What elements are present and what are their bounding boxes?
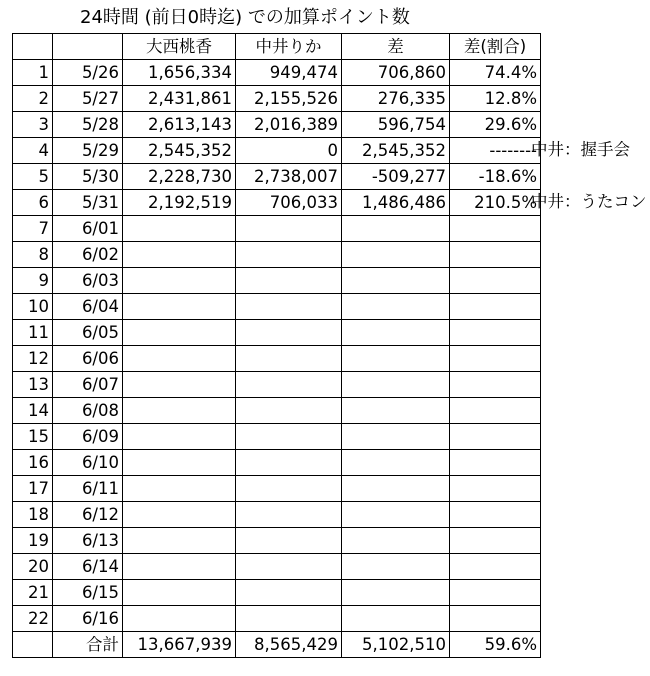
onishi-points-cell[interactable] bbox=[123, 502, 236, 528]
diff-cell[interactable]: 276,335 bbox=[342, 86, 450, 112]
row-number-cell[interactable]: 16 bbox=[13, 450, 53, 476]
onishi-points-cell[interactable] bbox=[123, 346, 236, 372]
diff-cell[interactable]: 706,860 bbox=[342, 60, 450, 86]
row-number-cell[interactable]: 14 bbox=[13, 398, 53, 424]
table-row bbox=[13, 476, 541, 502]
row-number-cell[interactable]: 8 bbox=[13, 242, 53, 268]
onishi-points-cell[interactable] bbox=[123, 424, 236, 450]
nakai-points-cell[interactable] bbox=[236, 580, 342, 606]
nakai-points-cell[interactable] bbox=[236, 268, 342, 294]
side-note: 中井：握手会 bbox=[531, 140, 630, 159]
ratio-cell[interactable] bbox=[450, 554, 541, 580]
row-number-cell[interactable]: 21 bbox=[13, 580, 53, 606]
diff-cell[interactable]: -509,277 bbox=[342, 164, 450, 190]
onishi-points-cell[interactable] bbox=[123, 216, 236, 242]
row-number-cell[interactable]: 12 bbox=[13, 346, 53, 372]
table-row bbox=[13, 138, 541, 164]
date-cell[interactable]: 6/06 bbox=[53, 346, 123, 372]
table-row bbox=[13, 502, 541, 528]
onishi-points-cell[interactable] bbox=[123, 476, 236, 502]
nakai-points-cell[interactable] bbox=[236, 450, 342, 476]
date-cell[interactable]: 6/01 bbox=[53, 216, 123, 242]
nakai-points-cell[interactable] bbox=[236, 398, 342, 424]
onishi-points-cell[interactable] bbox=[123, 294, 236, 320]
diff-cell[interactable]: 2,545,352 bbox=[342, 138, 450, 164]
row-number-cell[interactable]: 13 bbox=[13, 372, 53, 398]
diff-cell[interactable] bbox=[342, 424, 450, 450]
row-number-cell[interactable]: 19 bbox=[13, 528, 53, 554]
ratio-cell[interactable]: 29.6% bbox=[450, 112, 541, 138]
nakai-points-cell[interactable]: 2,738,007 bbox=[236, 164, 342, 190]
ratio-cell[interactable] bbox=[450, 502, 541, 528]
table-row bbox=[13, 528, 541, 554]
diff-cell[interactable] bbox=[342, 320, 450, 346]
date-cell[interactable]: 6/11 bbox=[53, 476, 123, 502]
row-number-cell[interactable]: 22 bbox=[13, 606, 53, 632]
table-row bbox=[13, 320, 541, 346]
diff-cell[interactable] bbox=[342, 528, 450, 554]
nakai-points-cell[interactable]: 2,016,389 bbox=[236, 112, 342, 138]
total-nakai-cell[interactable]: 8,565,429 bbox=[236, 632, 342, 658]
date-cell[interactable]: 6/14 bbox=[53, 554, 123, 580]
diff-cell[interactable] bbox=[342, 372, 450, 398]
onishi-points-cell[interactable]: 2,545,352 bbox=[123, 138, 236, 164]
nakai-points-cell[interactable]: 2,155,526 bbox=[236, 86, 342, 112]
row-number-cell[interactable]: 6 bbox=[13, 190, 53, 216]
onishi-points-cell[interactable] bbox=[123, 398, 236, 424]
nakai-points-cell[interactable] bbox=[236, 294, 342, 320]
diff-cell[interactable] bbox=[342, 242, 450, 268]
table-row bbox=[13, 216, 541, 242]
row-number-cell[interactable]: 4 bbox=[13, 138, 53, 164]
header-row bbox=[13, 34, 541, 60]
date-cell[interactable]: 6/09 bbox=[53, 424, 123, 450]
row-number-cell[interactable]: 20 bbox=[13, 554, 53, 580]
row-number-cell[interactable]: 17 bbox=[13, 476, 53, 502]
date-cell[interactable]: 6/08 bbox=[53, 398, 123, 424]
total-label-cell[interactable]: 合計 bbox=[53, 632, 123, 658]
ratio-cell[interactable] bbox=[450, 242, 541, 268]
total-row bbox=[13, 632, 541, 658]
row-number-cell[interactable]: 2 bbox=[13, 86, 53, 112]
onishi-points-cell[interactable]: 2,192,519 bbox=[123, 190, 236, 216]
table-row bbox=[13, 372, 541, 398]
diff-cell[interactable] bbox=[342, 580, 450, 606]
table-row bbox=[13, 190, 541, 216]
total-ratio-cell[interactable]: 59.6% bbox=[450, 632, 541, 658]
row-number-cell[interactable]: 7 bbox=[13, 216, 53, 242]
nakai-points-cell[interactable] bbox=[236, 346, 342, 372]
onishi-points-cell[interactable]: 2,431,861 bbox=[123, 86, 236, 112]
row-number-cell[interactable]: 5 bbox=[13, 164, 53, 190]
onishi-points-cell[interactable]: 1,656,334 bbox=[123, 60, 236, 86]
nakai-points-cell[interactable]: 949,474 bbox=[236, 60, 342, 86]
nakai-points-cell[interactable] bbox=[236, 242, 342, 268]
onishi-points-cell[interactable] bbox=[123, 372, 236, 398]
onishi-points-cell[interactable]: 2,228,730 bbox=[123, 164, 236, 190]
onishi-points-cell[interactable] bbox=[123, 320, 236, 346]
diff-cell[interactable] bbox=[342, 476, 450, 502]
diff-cell[interactable] bbox=[342, 606, 450, 632]
diff-cell[interactable] bbox=[342, 216, 450, 242]
onishi-points-cell[interactable] bbox=[123, 450, 236, 476]
row-number-cell[interactable]: 18 bbox=[13, 502, 53, 528]
side-note: 中井：うたコン bbox=[531, 192, 647, 211]
onishi-points-cell[interactable] bbox=[123, 580, 236, 606]
nakai-points-cell[interactable] bbox=[236, 372, 342, 398]
row-number-cell[interactable]: 15 bbox=[13, 424, 53, 450]
ratio-cell[interactable] bbox=[450, 294, 541, 320]
ratio-cell[interactable] bbox=[450, 476, 541, 502]
table-row bbox=[13, 268, 541, 294]
date-cell[interactable]: 6/10 bbox=[53, 450, 123, 476]
date-cell[interactable]: 6/13 bbox=[53, 528, 123, 554]
row-number-cell[interactable]: 11 bbox=[13, 320, 53, 346]
diff-cell[interactable] bbox=[342, 502, 450, 528]
ratio-cell[interactable]: 210.5% bbox=[450, 190, 541, 216]
table-row bbox=[13, 554, 541, 580]
onishi-points-cell[interactable] bbox=[123, 554, 236, 580]
total-diff-cell[interactable]: 5,102,510 bbox=[342, 632, 450, 658]
ratio-cell[interactable] bbox=[450, 528, 541, 554]
row-number-cell[interactable]: 10 bbox=[13, 294, 53, 320]
date-cell[interactable]: 5/26 bbox=[53, 60, 123, 86]
date-cell[interactable]: 5/30 bbox=[53, 164, 123, 190]
nakai-points-cell[interactable] bbox=[236, 502, 342, 528]
ratio-cell[interactable]: 12.8% bbox=[450, 86, 541, 112]
header-cell-no[interactable] bbox=[13, 34, 53, 60]
ratio-cell[interactable] bbox=[450, 398, 541, 424]
table-row bbox=[13, 112, 541, 138]
nakai-points-cell[interactable] bbox=[236, 606, 342, 632]
onishi-points-cell[interactable] bbox=[123, 528, 236, 554]
date-cell[interactable]: 5/31 bbox=[53, 190, 123, 216]
ratio-cell[interactable] bbox=[450, 268, 541, 294]
nakai-points-cell[interactable] bbox=[236, 216, 342, 242]
header-cell-onishi-momoka[interactable]: 大西桃香 bbox=[123, 34, 236, 60]
date-cell[interactable]: 6/16 bbox=[53, 606, 123, 632]
ratio-cell[interactable]: -18.6% bbox=[450, 164, 541, 190]
date-cell[interactable]: 6/04 bbox=[53, 294, 123, 320]
ratio-cell[interactable] bbox=[450, 606, 541, 632]
header-cell-diff[interactable]: 差 bbox=[342, 34, 450, 60]
row-number-cell[interactable]: 9 bbox=[13, 268, 53, 294]
date-cell[interactable]: 6/07 bbox=[53, 372, 123, 398]
ratio-cell[interactable] bbox=[450, 372, 541, 398]
nakai-points-cell[interactable]: 706,033 bbox=[236, 190, 342, 216]
table-row bbox=[13, 294, 541, 320]
nakai-points-cell[interactable] bbox=[236, 528, 342, 554]
table-row bbox=[13, 606, 541, 632]
diff-cell[interactable] bbox=[342, 268, 450, 294]
header-cell-diff-ratio[interactable]: 差(割合) bbox=[450, 34, 541, 60]
onishi-points-cell[interactable] bbox=[123, 268, 236, 294]
diff-cell[interactable]: 1,486,486 bbox=[342, 190, 450, 216]
onishi-points-cell[interactable]: 2,613,143 bbox=[123, 112, 236, 138]
date-cell[interactable]: 6/02 bbox=[53, 242, 123, 268]
table-row bbox=[13, 242, 541, 268]
ratio-cell[interactable]: -------- bbox=[450, 138, 541, 164]
diff-cell[interactable] bbox=[342, 346, 450, 372]
sheet-title: 24時間 (前日0時迄) での加算ポイント数 bbox=[80, 7, 410, 28]
nakai-points-cell[interactable]: 0 bbox=[236, 138, 342, 164]
nakai-points-cell[interactable] bbox=[236, 320, 342, 346]
diff-cell[interactable] bbox=[342, 398, 450, 424]
onishi-points-cell[interactable] bbox=[123, 606, 236, 632]
ratio-cell[interactable] bbox=[450, 580, 541, 606]
date-cell[interactable]: 6/12 bbox=[53, 502, 123, 528]
table-row bbox=[13, 580, 541, 606]
points-table-body bbox=[13, 34, 541, 658]
header-cell-date[interactable] bbox=[53, 34, 123, 60]
nakai-points-cell[interactable] bbox=[236, 424, 342, 450]
ratio-cell[interactable] bbox=[450, 320, 541, 346]
nakai-points-cell[interactable] bbox=[236, 476, 342, 502]
diff-cell[interactable] bbox=[342, 450, 450, 476]
table-row bbox=[13, 60, 541, 86]
points-table bbox=[12, 33, 541, 658]
date-cell[interactable]: 6/03 bbox=[53, 268, 123, 294]
diff-cell[interactable] bbox=[342, 554, 450, 580]
nakai-points-cell[interactable] bbox=[236, 554, 342, 580]
table-row bbox=[13, 346, 541, 372]
total-onishi-cell[interactable]: 13,667,939 bbox=[123, 632, 236, 658]
table-row bbox=[13, 450, 541, 476]
date-cell[interactable]: 5/29 bbox=[53, 138, 123, 164]
diff-cell[interactable] bbox=[342, 294, 450, 320]
ratio-cell[interactable] bbox=[450, 450, 541, 476]
date-cell[interactable]: 5/27 bbox=[53, 86, 123, 112]
onishi-points-cell[interactable] bbox=[123, 242, 236, 268]
ratio-cell[interactable] bbox=[450, 424, 541, 450]
ratio-cell[interactable]: 74.4% bbox=[450, 60, 541, 86]
ratio-cell[interactable] bbox=[450, 346, 541, 372]
table-row bbox=[13, 424, 541, 450]
diff-cell[interactable]: 596,754 bbox=[342, 112, 450, 138]
date-cell[interactable]: 6/05 bbox=[53, 320, 123, 346]
date-cell[interactable]: 6/15 bbox=[53, 580, 123, 606]
row-number-cell[interactable]: 3 bbox=[13, 112, 53, 138]
row-number-cell[interactable]: 1 bbox=[13, 60, 53, 86]
header-cell-nakai-rika[interactable]: 中井りか bbox=[236, 34, 342, 60]
table-row bbox=[13, 398, 541, 424]
date-cell[interactable]: 5/28 bbox=[53, 112, 123, 138]
total-blank-cell[interactable] bbox=[13, 632, 53, 658]
table-row bbox=[13, 164, 541, 190]
ratio-cell[interactable] bbox=[450, 216, 541, 242]
table-row bbox=[13, 86, 541, 112]
